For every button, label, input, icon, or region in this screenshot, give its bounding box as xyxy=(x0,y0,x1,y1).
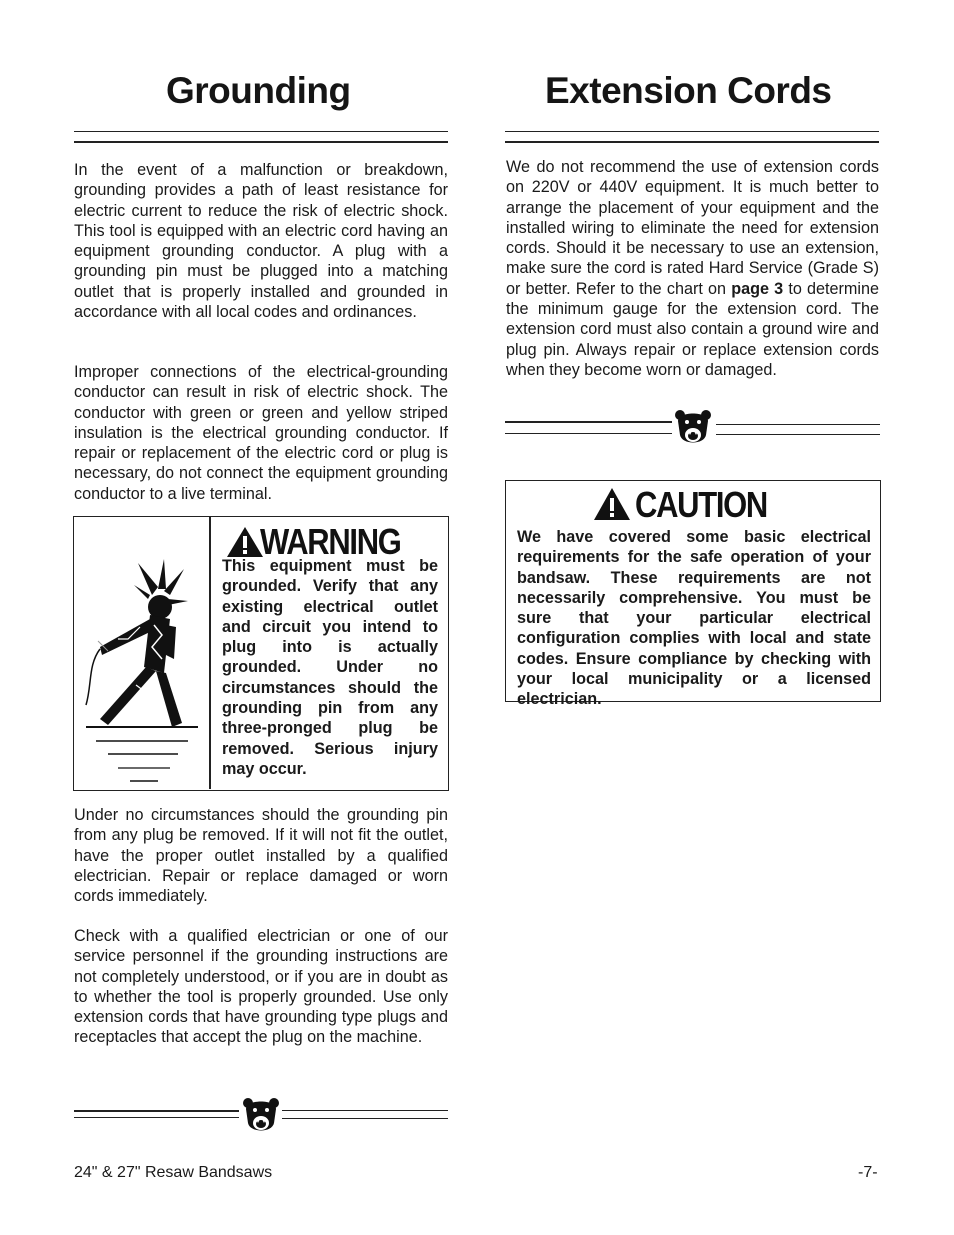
grounding-paragraph-1: In the event of a malfunction or breakdown, grounding provides a path of least resistance for electric current to reduce the risk of electric shock. This tool is equipped with an electric cord having an equipment grounding conductor. A plug with a grounding pin must be plugged into a matching outlet that is properly installed and grounded in accordance with all local codes and ordinances. xyxy=(74,161,448,322)
exclamation-triangle-icon xyxy=(225,525,265,559)
extension-cords-title: Extension Cords xyxy=(545,70,832,111)
title-rule-top-right xyxy=(505,131,879,132)
bear-head-icon xyxy=(242,1097,280,1137)
title-rule-top xyxy=(74,131,448,132)
shock-hazard-icon xyxy=(78,555,204,785)
extension-paragraph xyxy=(506,157,879,380)
divider-rule-right-2 xyxy=(282,1118,448,1119)
caution-label: CAUTION xyxy=(635,484,768,525)
grounding-paragraph-2: Improper connections of the electrical-grounding conductor can result in risk of electric shock. The conductor with green or green and yellow striped insulation is the electrical grounding conductor. If repair or replacement of the electric cord or plug is necessary, do not connect the equipment grounding conductor to a live terminal. xyxy=(74,363,448,503)
grounding-paragraph-3: Under no circumstances should the grounding pin from any plug be removed. If it will not fit the outlet, have the proper outlet installed by a qualified electrician. Repair or replace damaged or worn cords immediately. xyxy=(74,806,448,906)
warning-box xyxy=(73,516,449,791)
grounding-paragraph-4-text: Check with a qualified electrician or one of our service personnel if the grounding instructions are not completely understood, or if you are in doubt as to whether the tool is properly grounded. Use only extension cords that have grounding type plugs and receptacles that accept the plug on the machine. xyxy=(74,927,448,1047)
divider-rule-left-r xyxy=(505,421,672,423)
grounding-paragraph-4 xyxy=(74,926,448,1048)
title-rule-bottom-right xyxy=(505,141,879,143)
divider-rule-left xyxy=(74,1110,239,1112)
page-number: -7- xyxy=(858,1164,878,1181)
page-reference: page 3 xyxy=(731,279,784,298)
exclamation-triangle-icon xyxy=(592,486,632,522)
warning-text: This equipment must be grounded. Verify that any existing electrical outlet and circuit you intend to plug into is actually grounded. Under no circumstances should the grounding pin from any three-pronged plug be removed. Serious injury may occur. xyxy=(222,557,438,778)
divider-rule-right xyxy=(282,1110,448,1111)
divider-rule-left-r-2 xyxy=(505,433,672,434)
footer-title: 24" & 27" Resaw Bandsaws xyxy=(74,1164,273,1181)
bear-head-icon xyxy=(674,409,712,449)
extension-paragraph-part-1: We do not recommend the use of extension cords on 220V or 440V equipment. It is much better to arrange the placement of your equipment and the installed wiring to eliminate the need for extension cords. Should it be necessary to use an extension, make sure the cord is rated Hard Service (Grade S) or better. Refer to the chart on xyxy=(506,158,879,298)
warning-label: WARNING xyxy=(260,521,401,562)
caution-text: We have covered some basic electrical requirements for the safe operation of your bandsaw. These requirements are not necessarily comprehensive. You must be sure that your particular electrical configuration complies with local and state codes. Ensure compliance by checking with your local municipality or a licensed electrician. xyxy=(517,528,871,709)
extension-paragraph-part-2: to determine the minimum gauge for the extension cord. The extension cord must also contain a ground wire and plug pin. Always repair or replace extension cords when they become worn or damaged. xyxy=(506,279,879,379)
caution-box xyxy=(505,480,881,709)
divider-rule-left-2 xyxy=(74,1117,239,1118)
warning-divider xyxy=(209,517,211,789)
divider-rule-right-r-2 xyxy=(716,434,880,435)
title-rule-bottom xyxy=(74,141,448,143)
grounding-title: Grounding xyxy=(166,70,351,111)
divider-rule-right-r xyxy=(716,424,880,425)
